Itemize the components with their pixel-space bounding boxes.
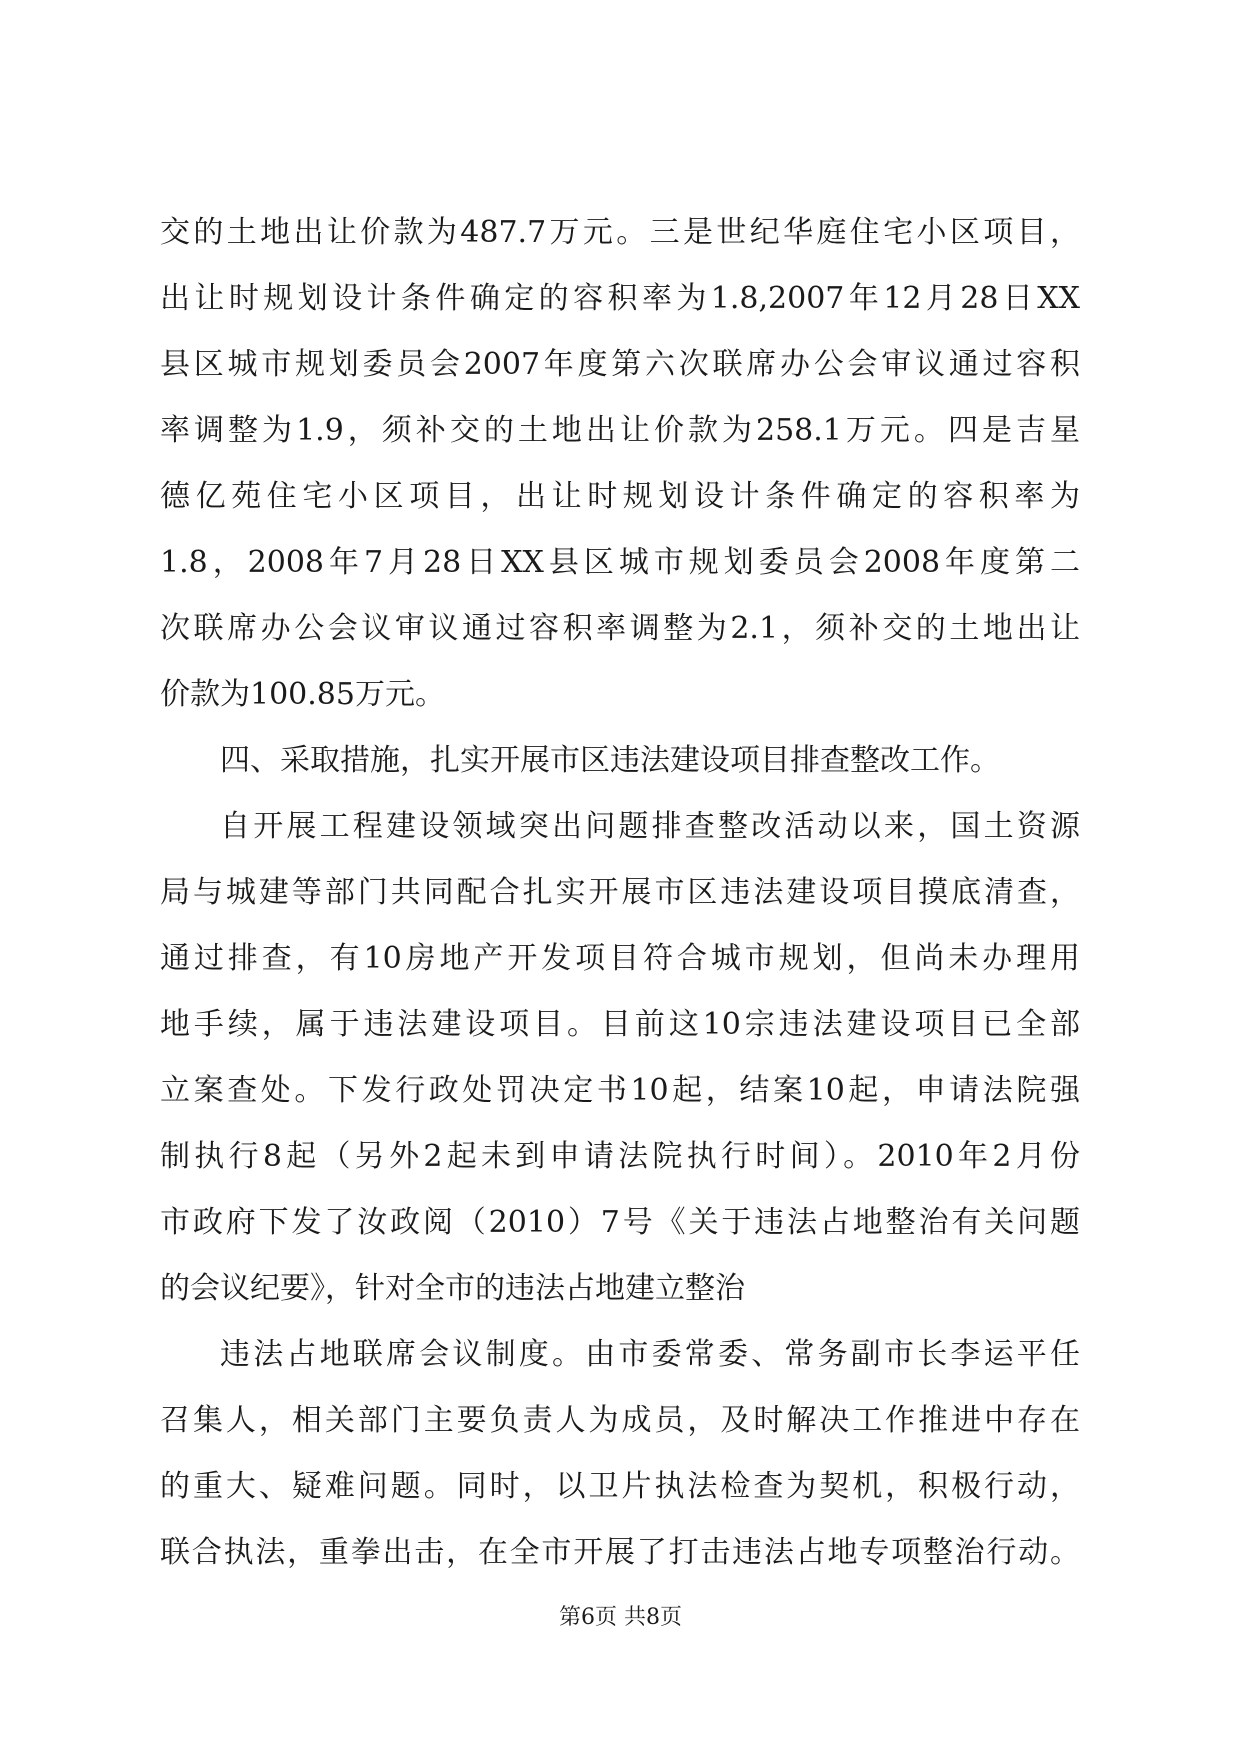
text-line: 德亿苑住宅小区项目，出让时规划设计条件确定的容积率为 [160, 479, 1080, 514]
text-line: 交的土地出让价款为487.7万元。三是世纪华庭住宅小区项目， [160, 215, 1080, 250]
text-line: 制执行8起（另外2起未到申请法院执行时间）。2010年2月份 [160, 1139, 1080, 1174]
text-line: 局与城建等部门共同配合扎实开展市区违法建设项目摸底清查， [160, 875, 1080, 910]
page-number: 第6页 共8页 [559, 1605, 682, 1630]
text-line: 县区城市规划委员会2007年度第六次联席办公会审议通过容积 [160, 347, 1080, 382]
text-line: 出让时规划设计条件确定的容积率为1.8,2007年12月28日XX [160, 281, 1080, 316]
text-line: 立案查处。下发行政处罚决定书10起，结案10起，申请法院强 [160, 1073, 1080, 1108]
text-line: 的重大、疑难问题。同时，以卫片执法检查为契机，积极行动， [160, 1469, 1080, 1504]
text-line: 价款为100.85万元。 [160, 677, 445, 712]
text-line: 召集人，相关部门主要负责人为成员，及时解决工作推进中存在 [160, 1403, 1080, 1438]
text-line: 次联席办公会议审议通过容积率调整为2.1，须补交的土地出让 [160, 611, 1080, 646]
text-line: 自开展工程建设领域突出问题排查整改活动以来，国土资源 [220, 809, 1080, 844]
section-heading: 四、采取措施，扎实开展市区违法建设项目排查整改工作。 [220, 743, 1000, 778]
text-line: 1.8，2008年7月28日XX县区城市规划委员会2008年度第二 [160, 545, 1080, 580]
text-line: 违法占地联席会议制度。由市委常委、常务副市长李运平任 [220, 1337, 1080, 1372]
text-line: 的会议纪要》，针对全市的违法占地建立整治 [160, 1271, 745, 1306]
page-footer [0, 1603, 1241, 1633]
body-text [160, 200, 1080, 1586]
text-line: 市政府下发了汝政阅（2010）7号《关于违法占地整治有关问题 [160, 1205, 1080, 1240]
text-line: 通过排查，有10房地产开发项目符合城市规划，但尚未办理用 [160, 941, 1080, 976]
text-line: 地手续，属于违法建设项目。目前这10宗违法建设项目已全部 [160, 1007, 1080, 1042]
text-line: 率调整为1.9，须补交的土地出让价款为258.1万元。四是吉星 [160, 413, 1080, 448]
text-line: 联合执法，重拳出击，在全市开展了打击违法占地专项整治行动。 [160, 1535, 1080, 1570]
